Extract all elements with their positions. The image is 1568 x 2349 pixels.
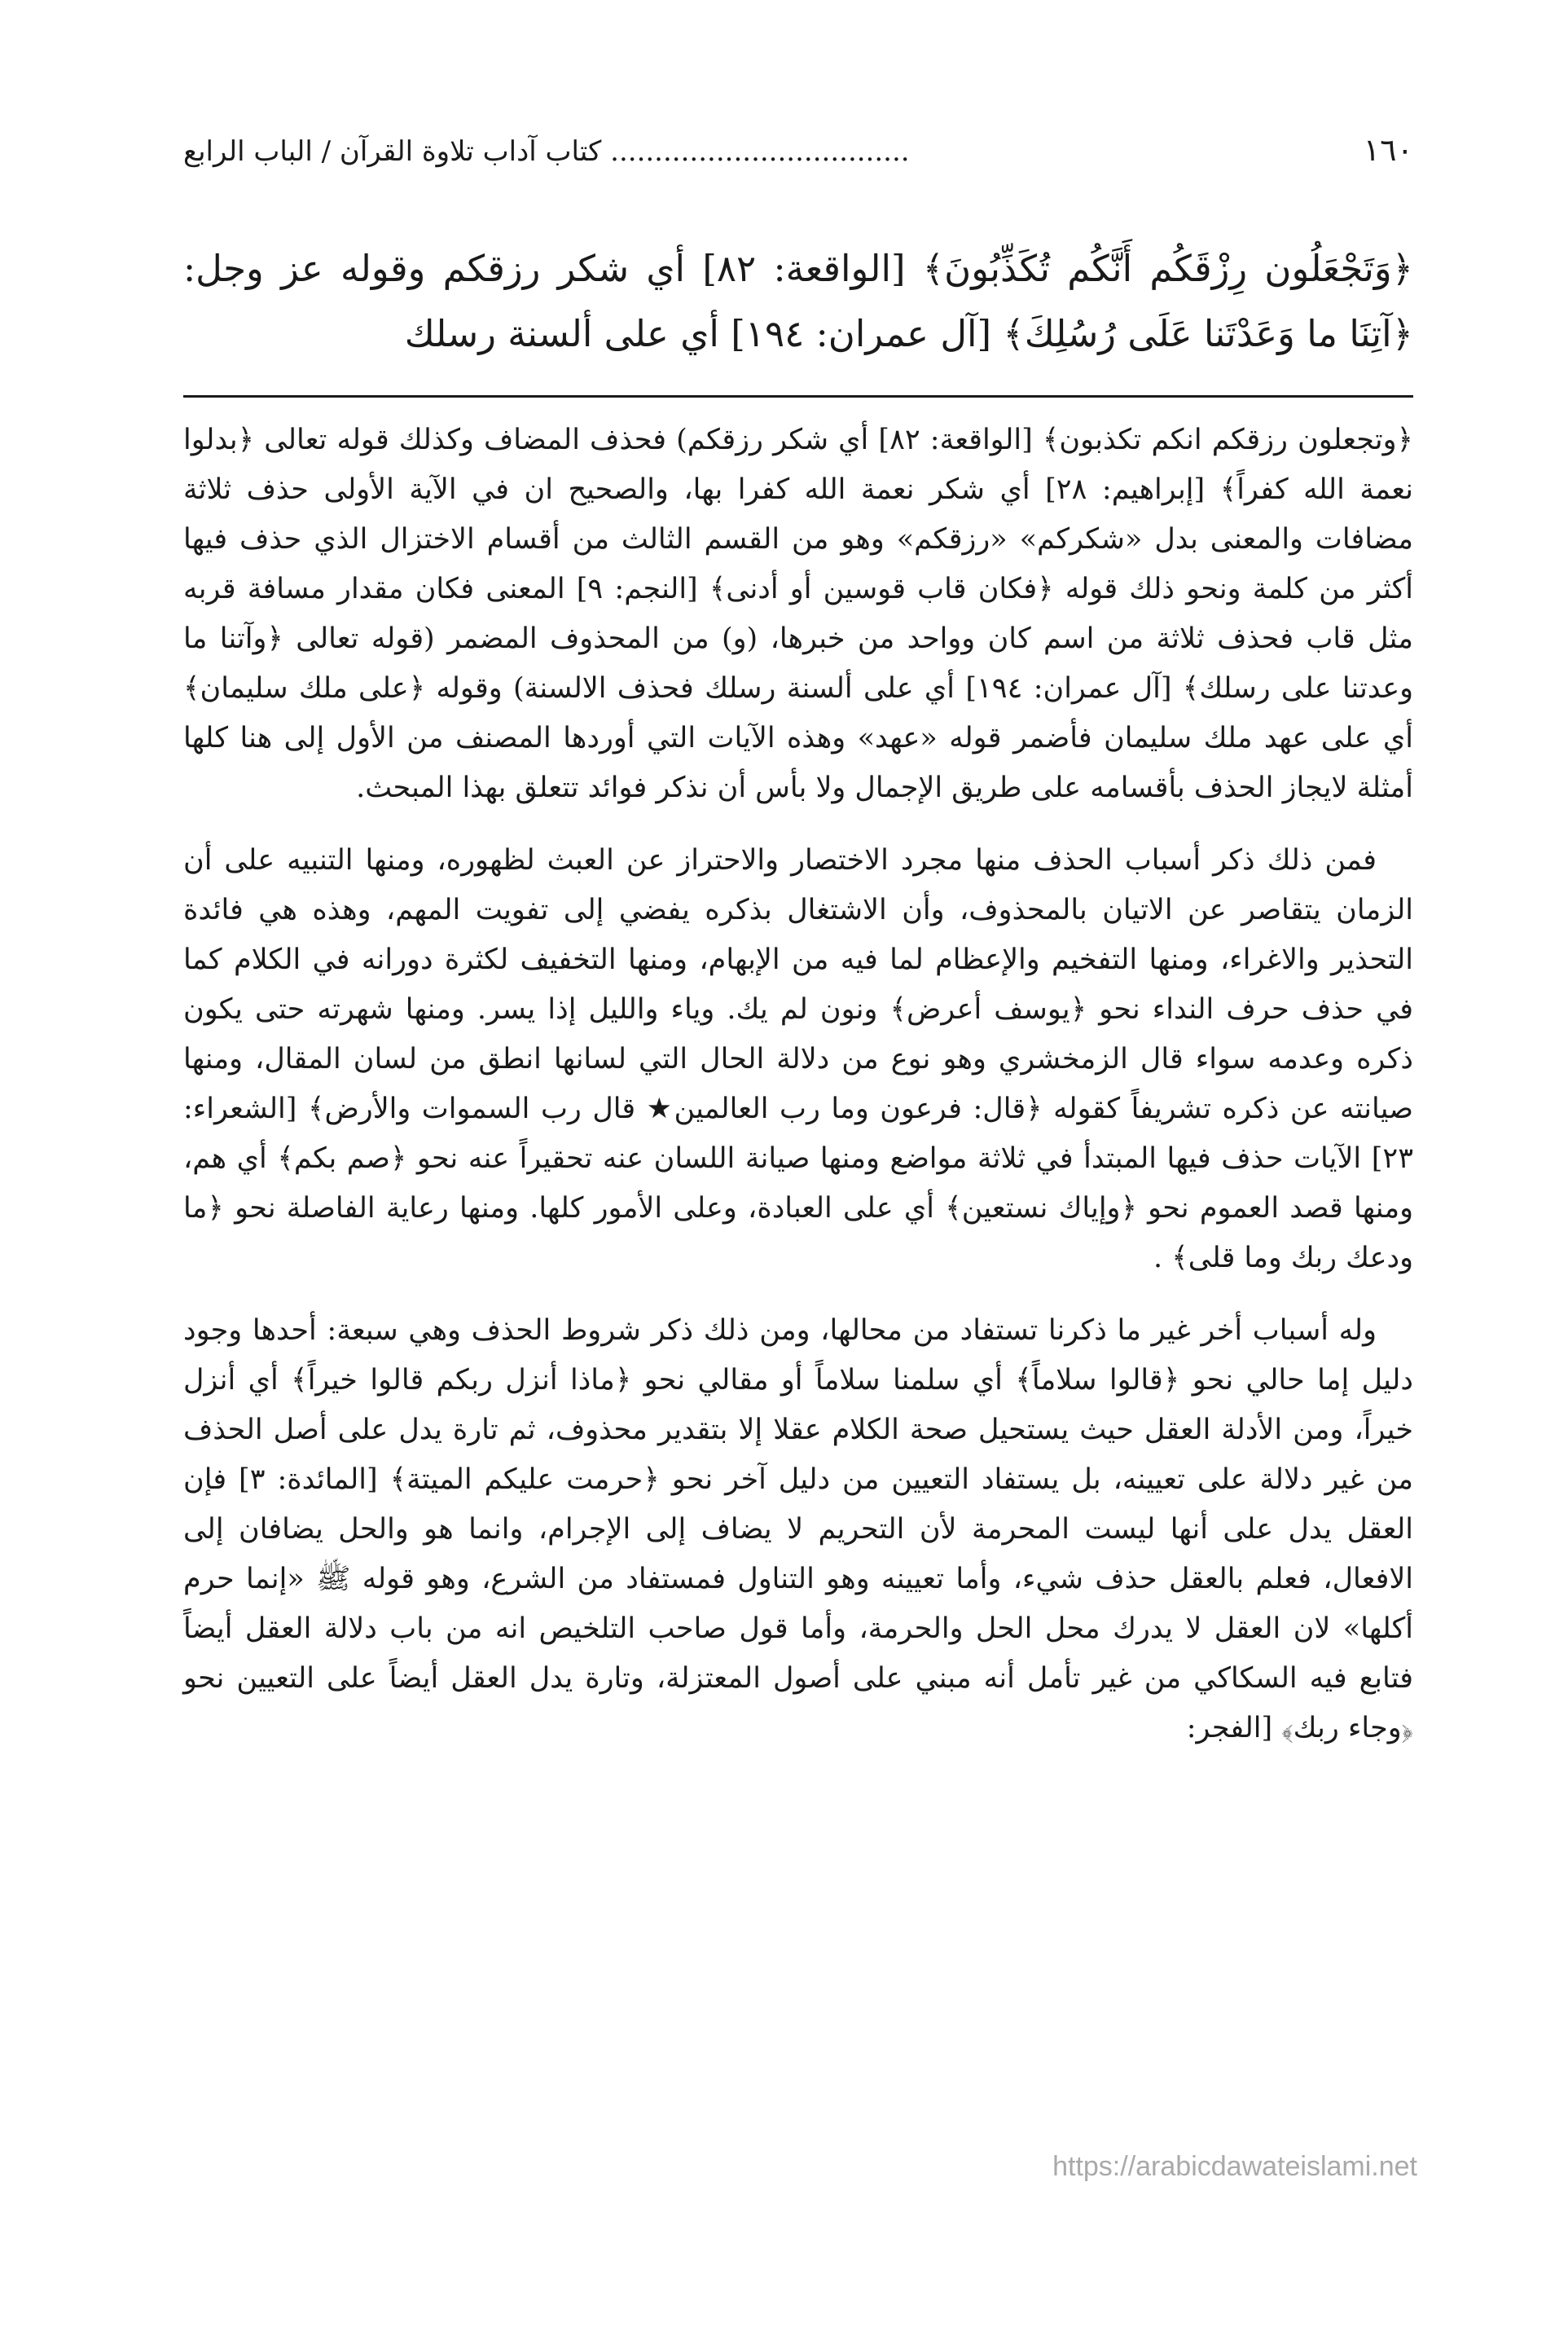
main-text-paragraph: ﴿وَتَجْعَلُون رِزْقَكُم أَنَّكُم تُكَذِّبُونَ﴾ [الواقعة: ٨٢] أي شكر رزقكم وقوله عز وجل: ﴿آتِنَا ما وَعَدْتَنا عَلَى رُسُلِكَ﴾ [آل عمران: ١٩٤] أي على ألسنة رسلك — [183, 247, 1413, 355]
running-header — [183, 130, 1413, 171]
separator-rule — [183, 395, 1413, 398]
chapter-title: كتاب آداب تلاوة القرآن / الباب الرابع — [183, 135, 602, 168]
leader-dots: .................................. — [610, 135, 910, 168]
commentary-paragraph-1: ﴿وتجعلون رزقكم انكم تكذبون﴾ [الواقعة: ٨٢] أي شكر رزقكم) فحذف المضاف وكذلك قوله تعالى ﴿بدلوا نعمة الله كفراً﴾ [إبراهيم: ٢٨] أي شكر نعمة الله كفرا بها، والصحيح ان في الآية الأولى حذف ثلاثة مضافات والمعنى بدل «شكركم» «رزقكم» وهو من القسم الثالث من أقسام الاختزال الذي حذف فيها أكثر من كلمة ونحو ذلك قوله ﴿فكان قاب قوسين أو أدنى﴾ [النجم: ٩] المعنى فكان مقدار مسافة قربه مثل قاب فحذف ثلاثة من اسم كان وواحد من خبرها، (و) من المحذوف المضمر (قوله تعالى ﴿وآتنا ما وعدتنا على رسلك﴾ [آل عمران: ١٩٤] أي على ألسنة رسلك فحذف الالسنة) وقوله ﴿على ملك سليمان﴾ أي على عهد ملك سليمان فأضمر قوله «عهد» وهذه الآيات التي أوردها المصنف من الأول إلى هنا كلها أمثلة لايجاز الحذف بأقسامه على طريق الإجمال ولا بأس أن نذكر فوائد تتعلق بهذا المبحث. — [183, 424, 1413, 804]
page-number: ١٦٠ — [1363, 132, 1413, 168]
main-text — [183, 236, 1413, 367]
running-title — [183, 132, 1339, 171]
commentary — [183, 416, 1413, 1776]
commentary-paragraph-2: فمن ذلك ذكر أسباب الحذف منها مجرد الاختصار والاحتراز عن العبث لظهوره، ومنها التنبيه على أن الزمان يتقاصر عن الاتيان بالمحذوف، وأن الاشتغال بذكره يفضي إلى تفويت المهم، وهذه هي فائدة التحذير والاغراء، ومنها التفخيم والإعظام لما فيه من الإبهام، ومنها التخفيف لكثرة دورانه في الكلام كما في حذف حرف النداء نحو ﴿يوسف أعرض﴾ ونون لم يك. وياء والليل إذا يسر. ومنها شهرته حتى يكون ذكره وعدمه سواء قال الزمخشري وهو نوع من دلالة الحال التي لسانها انطق من لسان المقال، ومنها صيانته عن ذكره تشريفاً كقوله ﴿قال: فرعون وما رب العالمين★ قال رب السموات والأرض﴾ [الشعراء: ٢٣] الآيات حذف فيها المبتدأ في ثلاثة مواضع ومنها صيانة اللسان عنه تحقيراً عنه نحو ﴿صم بكم﴾ أي هم، ومنها قصد العموم نحو ﴿وإياك نستعين﴾ أي على العبادة، وعلى الأمور كلها. ومنها رعاية الفاصلة نحو ﴿ما ودعك ربك وما قلى﴾ . — [183, 844, 1413, 1274]
watermark-url: https://arabicdawateislami.net — [1052, 2151, 1417, 2182]
commentary-paragraph-3: وله أسباب أخر غير ما ذكرنا تستفاد من محالها، ومن ذلك ذكر شروط الحذف وهي سبعة: أحدها وجود دليل إما حالي نحو ﴿قالوا سلاماً﴾ أي سلمنا سلاماً أو مقالي نحو ﴿ماذا أنزل ربكم قالوا خيراً﴾ أي أنزل خيراً، ومن الأدلة العقل حيث يستحيل صحة الكلام عقلا إلا بتقدير محذوف، ثم تارة يدل على أصل الحذف من غير دلالة على تعيينه، بل يستفاد التعيين من دليل آخر نحو ﴿حرمت عليكم الميتة﴾ [المائدة: ٣] فإن العقل يدل على أنها ليست المحرمة لأن التحريم لا يضاف إلى الإجرام، وانما هو والحل يضافان إلى الافعال، فعلم بالعقل حذف شيء، وأما تعيينه وهو التناول فمستفاد من الشرع، وهو قوله ﷺ «إنما حرم أكلها» لان العقل لا يدرك محل الحل والحرمة، وأما قول صاحب التلخيص انه من باب دلالة العقل أيضاً فتابع فيه السكاكي من غير تأمل أنه مبني على أصول المعتزلة، وتارة يدل العقل أيضاً على التعيين نحو ﴿وجاء ربك﴾ [الفجر: — [183, 1314, 1413, 1744]
